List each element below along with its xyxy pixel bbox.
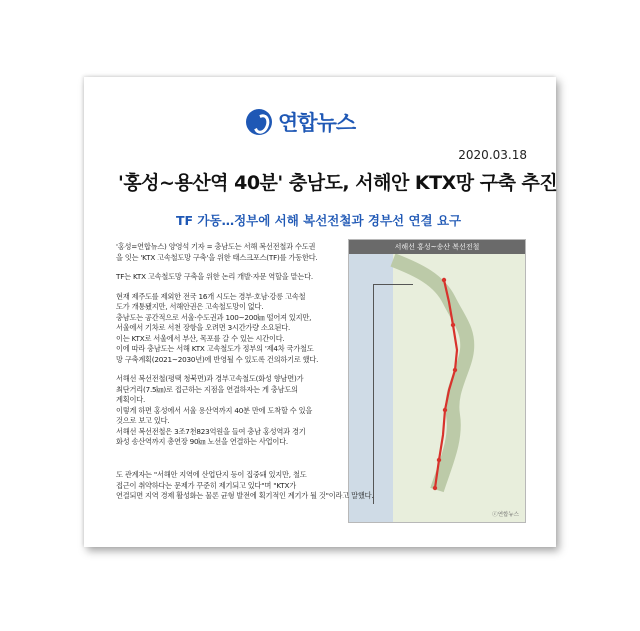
paragraph-3: 현재 제주도를 제외한 전국 16개 시도는 경부·호남·강릉 고속철 도가 개통됐지만, 서해안권은 고속철도망이 없다. 충남도는 공간적으로 서울·수도권과 100~200㎞ 떨어져 있지만, 서울에서 기차로 서천 장항을 오려면 3시간가량 소요된다. 이는 KTX로 서울에서 부산, 목포를 갈 수 있는 시간이다. 이에 따라 충남도는 서해 KTX 고속철도가 정부의 '제4차 국가철도 망 구축계획(2021~2030년)에 반영될 수 있도록 건의하기로 했다. [116, 291, 319, 364]
article-date: 2020.03.18 [458, 148, 527, 162]
station-marker [437, 458, 441, 462]
station-marker [453, 368, 457, 372]
paragraph-4: 서해선 복선전철(평택 청북면)과 경부고속철도(화성 향남면)가 최단거리(7.5㎞)로 접근하는 지점을 연결하자는 게 충남도의 계획이다. 이렇게 하면 홍성에서 서울 용산역까지 40분 만에 도착할 수 있을 것으로 보고 있다. 서해선 복선전철은 3조7천823억원을 들여 충남 홍성역과 경기 화성 송산역까지 총연장 90㎞ 노선을 연결하는 사업이다. [116, 374, 313, 446]
station-marker [433, 486, 437, 490]
station-marker [451, 323, 455, 327]
station-marker [442, 278, 446, 282]
paragraph-2: TF는 KTX 고속철도망 구축을 위한 논리 개발·자문 역할을 맡는다. [116, 272, 313, 281]
brand-name: 연합뉴스 [278, 111, 356, 135]
article-body [116, 242, 344, 448]
station-marker [443, 408, 447, 412]
brand-logo-icon [246, 109, 272, 135]
map-land-ridge [393, 260, 467, 490]
article-closing: 도 관계자는 "서해안 지역에 산업단지 등이 집중돼 있지만, 철도 접근이 취약하다는 문제가 꾸준히 제기되고 있다"며 "KTX가 연결되면 지역 경제 활성화는 물론 균형 발전에 획기적인 계기가 될 것"이라고 말했다. [116, 470, 374, 500]
map-credit: ⓒ연합뉴스 [492, 512, 519, 518]
brand-logo [246, 107, 355, 137]
paragraph-1: '홍성=연합뉴스) 양영석 기자 = 충남도는 서해 복선전철과 수도권 을 잇는 'KTX 고속철도망 구축'을 위한 태스크포스(TF)를 가동한다. [116, 242, 318, 262]
map-title: 서해선 홍성~송산 복선전철 [349, 240, 525, 254]
article-headline: '홍성~용산역 40분' 충남도, 서해안 KTX망 구축 추진 [118, 172, 558, 194]
map-pointer-line [373, 284, 413, 285]
article-subheadline: TF 가동…정부에 서해 복선전철과 경부선 연결 요구 [176, 213, 462, 228]
